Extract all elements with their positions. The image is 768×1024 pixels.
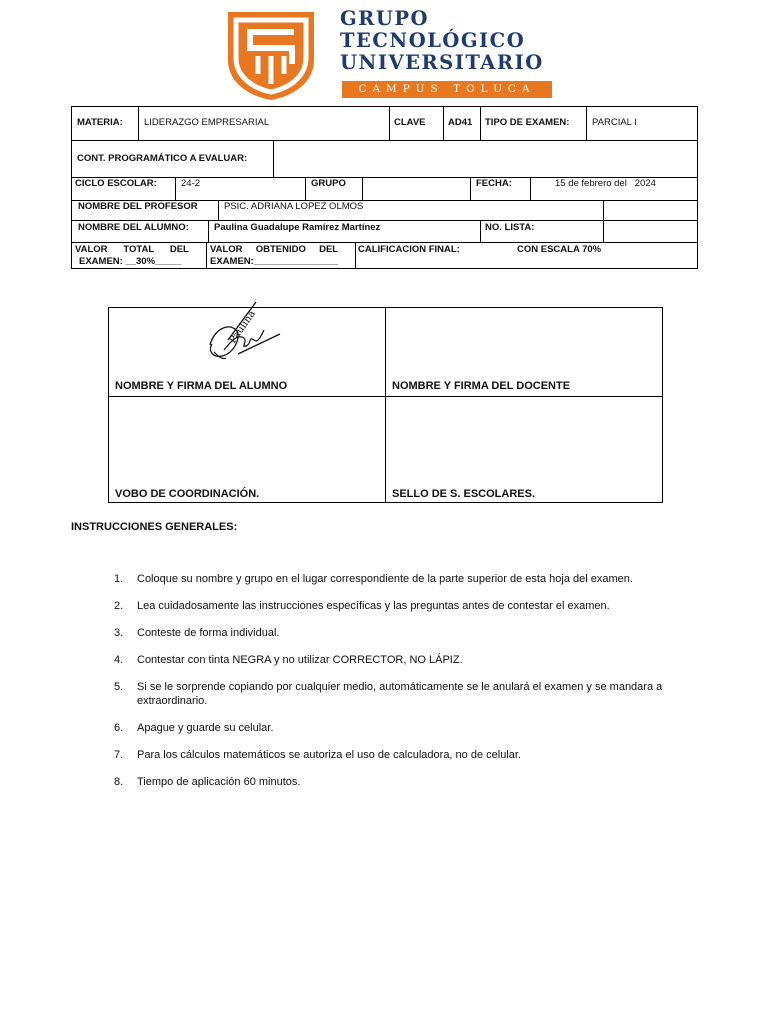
escala-label: CON ESCALA 70% <box>517 244 602 255</box>
item-number: 3. <box>114 627 124 639</box>
alumno-value: Paulina Guadalupe Ramírez Martínez <box>214 222 381 233</box>
logo-wordmark <box>340 7 560 95</box>
grupo-label: GRUPO <box>311 178 346 189</box>
valor-total-line-1: VALOR TOTAL DEL <box>75 244 189 255</box>
item-number: 5. <box>114 681 124 693</box>
materia-label: MATERIA: <box>77 117 123 128</box>
item-number: 1. <box>114 573 124 585</box>
sello-escolares-label: SELLO DE S. ESCOLARES. <box>392 488 536 500</box>
firma-docente-label: NOMBRE Y FIRMA DEL DOCENTE <box>392 380 571 392</box>
clave-label: CLAVE <box>394 117 426 128</box>
calificacion-final-label: CALIFICACION FINAL: <box>358 244 460 255</box>
profesor-label: NOMBRE DEL PROFESOR <box>78 201 198 212</box>
item-text: Para los cálculos matemáticos se autoriza el uso de calculadora, no de celular. <box>137 749 521 761</box>
vobo-coordinacion-label: VOBO DE COORDINACIÓN. <box>115 488 260 500</box>
valor-total-label <box>75 244 205 268</box>
list-item <box>112 626 692 640</box>
logo-line-2: TECNOLÓGICO <box>340 29 526 52</box>
institution-logo <box>224 8 558 102</box>
tipo-examen-label: TIPO DE EXAMEN: <box>485 117 570 128</box>
list-item <box>112 721 692 735</box>
list-item <box>112 748 692 762</box>
valor-total-line-2: EXAMEN: __30%_____ <box>79 256 182 267</box>
instructions-title: INSTRUCCIONES GENERALES: <box>71 521 238 533</box>
tipo-examen-value: PARCIAL I <box>592 117 637 128</box>
signature-box <box>108 307 663 503</box>
svg-text:Paulina: Paulina <box>227 308 258 346</box>
firma-alumno-label: NOMBRE Y FIRMA DEL ALUMNO <box>115 380 288 392</box>
valor-obtenido-line-2: EXAMEN:________________ <box>210 256 339 267</box>
item-number: 6. <box>114 722 124 734</box>
student-signature <box>204 300 284 370</box>
fecha-value: 15 de febrero del 2024 <box>555 178 656 189</box>
campus-banner: CAMPUS TOLUCA <box>342 81 552 98</box>
fecha-label: FECHA: <box>476 178 512 189</box>
item-number: 7. <box>114 749 124 761</box>
ciclo-escolar-value: 24-2 <box>181 178 201 189</box>
clave-value: AD41 <box>448 117 473 128</box>
list-item <box>112 680 692 708</box>
ciclo-escolar-label: CICLO ESCOLAR: <box>75 178 157 189</box>
valor-obtenido-line-1: VALOR OBTENIDO DEL <box>210 244 339 255</box>
item-text: Lea cuidadosamente las instrucciones específicas y las preguntas antes de contestar el examen. <box>137 600 610 612</box>
item-text: Contestar con tinta NEGRA y no utilizar CORRECTOR, NO LÁPIZ. <box>137 654 463 666</box>
contenido-programatico-label: CONT. PROGRAMÁTICO A EVALUAR: <box>77 153 248 164</box>
exam-header-table <box>71 106 698 269</box>
instructions-list <box>112 572 692 789</box>
shield-logo-icon <box>224 8 318 102</box>
logo-line-3: UNIVERSITARIO <box>340 51 544 74</box>
materia-value: LIDERAZGO EMPRESARIAL <box>144 117 270 128</box>
item-number: 2. <box>114 600 124 612</box>
list-item <box>112 775 692 789</box>
item-number: 8. <box>114 776 124 788</box>
list-item <box>112 653 692 667</box>
item-text: Tiempo de aplicación 60 minutos. <box>137 776 301 788</box>
list-item <box>112 599 692 613</box>
valor-obtenido-label <box>210 244 355 268</box>
item-text: Conteste de forma individual. <box>137 627 280 639</box>
item-text: Si se le sorprende copiando por cualquier medio, automáticamente se le anulará el examen y se mandara a extraordinario. <box>137 681 663 707</box>
alumno-label: NOMBRE DEL ALUMNO: <box>78 222 189 233</box>
profesor-value: PSIC. ADRIANA LOPEZ OLMOS <box>224 201 364 212</box>
item-number: 4. <box>114 654 124 666</box>
no-lista-label: NO. LISTA: <box>485 222 535 233</box>
item-text: Coloque su nombre y grupo en el lugar correspondiente de la parte superior de esta hoja del examen. <box>137 573 633 585</box>
logo-line-1: GRUPO <box>340 7 430 30</box>
list-item <box>112 572 692 586</box>
item-text: Apague y guarde su celular. <box>137 722 274 734</box>
